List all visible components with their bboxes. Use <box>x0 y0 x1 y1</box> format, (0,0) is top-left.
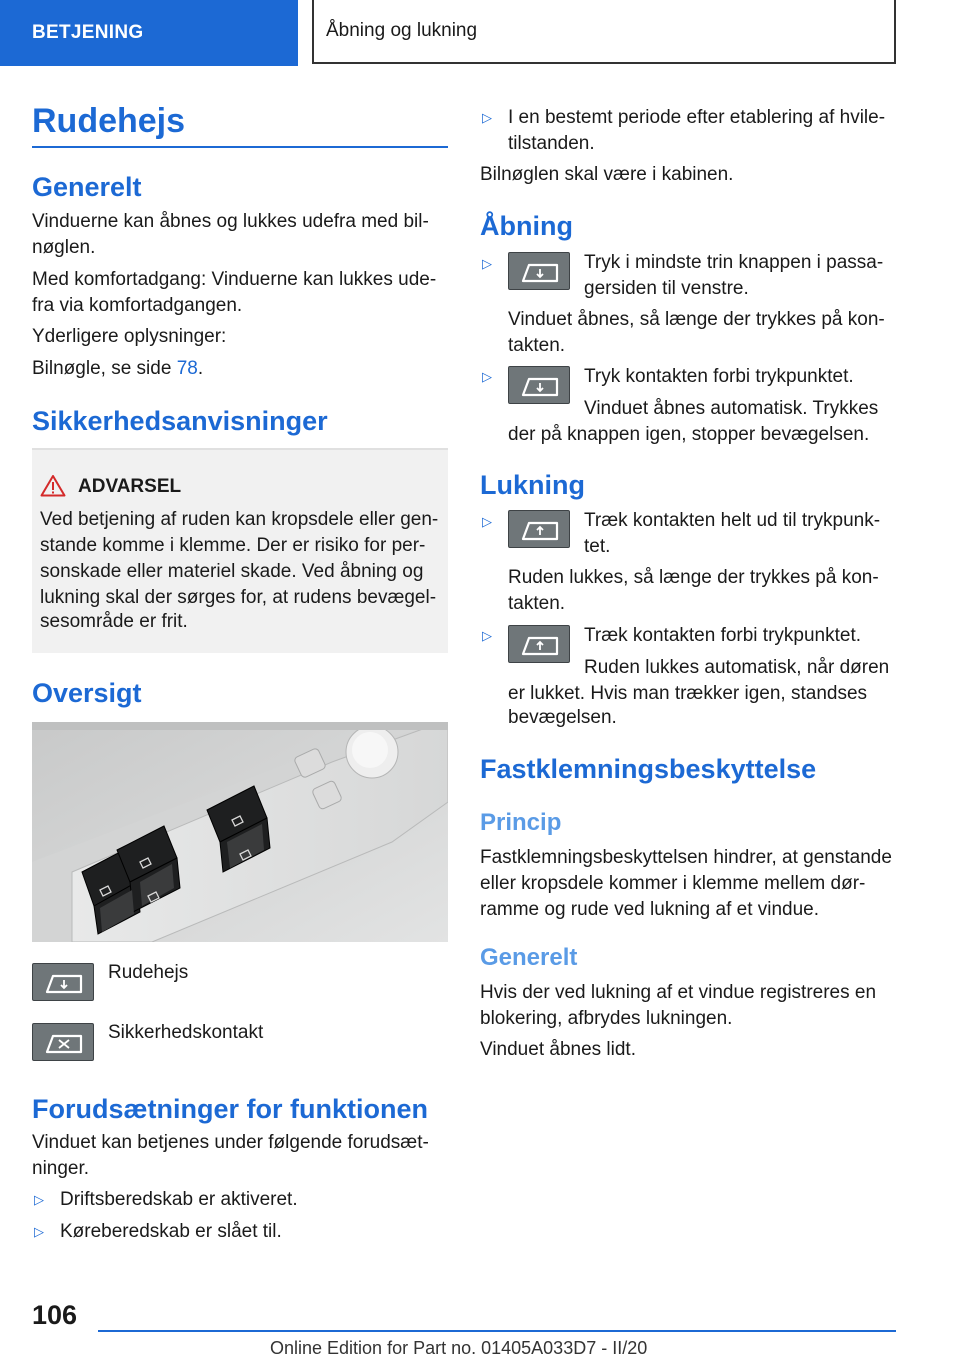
bullet-item: Køreberedskab er slået til. <box>60 1221 282 1242</box>
window-switch-icon <box>508 510 570 548</box>
aabning-s1-r2: takten. <box>508 335 566 356</box>
window-switch-icon <box>508 625 570 663</box>
aabning-s1-r1: Vinduet åbnes, så længe der trykkes på kon‐ <box>508 309 885 330</box>
warning-title: ADVARSEL <box>78 476 182 497</box>
page-ref-link[interactable]: 78 <box>176 358 198 379</box>
lukning-heading: Lukning <box>480 470 585 500</box>
fast-heading: Fastklemningsbeskyttelse <box>480 754 817 784</box>
legend-sikkerhedskontakt: Sikkerhedskontakt <box>108 1022 264 1043</box>
title-rule <box>32 146 448 148</box>
page-title: Rudehejs <box>32 102 186 140</box>
aabning-heading: Åbning <box>480 211 573 241</box>
generelt-p2-l2: fra via komfortadgangen. <box>32 295 243 316</box>
bullet-item: Driftsberedskab er aktiveret. <box>60 1189 298 1210</box>
aabning-s1-l1: Tryk i mindste trin knappen i passa‐ <box>584 252 884 273</box>
warning-l1: Ved betjening af ruden kan kropsdele eller gen‐ <box>40 509 439 530</box>
page-number: 106 <box>32 1300 78 1330</box>
triangle-bullet-icon: ▷ <box>482 110 492 125</box>
lukning-s2-r3: bevægelsen. <box>508 707 617 728</box>
forudsaetninger-l2: ninger. <box>32 1158 90 1179</box>
triangle-bullet-icon: ▷ <box>482 514 492 529</box>
lukning-s1-r2: takten. <box>508 593 566 614</box>
princip-heading: Princip <box>480 809 562 836</box>
fast-g3: Vinduet åbnes lidt. <box>480 1039 636 1060</box>
lukning-s1-l2: tet. <box>584 536 611 557</box>
aabning-s2-r1: Vinduet åbnes automatisk. Trykkes <box>584 398 879 419</box>
warning-l5: sesområde er frit. <box>40 611 188 632</box>
warning-l2: stande komme i klemme. Der er risiko for per‐ <box>40 535 426 556</box>
window-switch-photo <box>32 722 448 942</box>
window-switch-icon <box>508 252 570 290</box>
legend-rudehejs: Rudehejs <box>108 962 189 983</box>
triangle-bullet-icon: ▷ <box>482 628 492 643</box>
generelt-p3: Yderligere oplysninger: <box>32 326 227 347</box>
lukning-s1-r1: Ruden lukkes, så længe der trykkes på kon‐ <box>508 567 879 588</box>
generelt-p4 <box>32 356 203 382</box>
generelt-heading: Generelt <box>32 172 142 202</box>
warning-l3: sonskade eller materiel skade. Ved åbning og <box>40 561 424 582</box>
window-switch-icon <box>32 963 94 1001</box>
footer-rule <box>98 1330 896 1332</box>
fast-p3: ramme og rude ved lukning af et vindue. <box>480 899 820 920</box>
aabning-s1-l2: gersiden til venstre. <box>584 278 749 299</box>
generelt-p1-l2: nøglen. <box>32 237 96 258</box>
safety-switch-icon <box>32 1023 94 1061</box>
generelt-p4-text: Bilnøgle, se side <box>32 358 177 379</box>
generelt2-heading: Generelt <box>480 944 578 971</box>
forudsaetninger-heading: Forudsætninger for funktionen <box>32 1094 428 1124</box>
cont-l1: I en bestemt periode efter etablering af hvile‐ <box>508 107 886 128</box>
lukning-s2-l1: Træk kontakten forbi trykpunktet. <box>584 625 862 646</box>
sikkerhed-heading: Sikkerhedsanvisninger <box>32 406 328 436</box>
edition-text: Online Edition for Part no. 01405A033D7 - II/20 <box>270 1338 648 1358</box>
section-label: BETJENING <box>32 22 144 43</box>
fast-g2: blokering, afbrydes lukningen. <box>480 1008 733 1029</box>
triangle-bullet-icon: ▷ <box>482 369 492 384</box>
lukning-s2-r1: Ruden lukkes automatisk, når døren <box>584 657 890 678</box>
triangle-bullet-icon: ▷ <box>34 1192 44 1207</box>
oversigt-heading: Oversigt <box>32 678 142 708</box>
triangle-bullet-icon: ▷ <box>482 256 492 271</box>
generelt-p1-l1: Vinduerne kan åbnes og lukkes udefra med bil‐ <box>32 211 429 232</box>
window-switch-icon <box>508 366 570 404</box>
warning-l4: lukning skal der sørges for, at rudens bevægel‐ <box>40 587 437 608</box>
fast-p1: Fastklemningsbeskyttelsen hindrer, at genstande <box>480 847 892 868</box>
warning-triangle-icon <box>40 474 66 497</box>
triangle-bullet-icon: ▷ <box>34 1224 44 1239</box>
cont-l2: tilstanden. <box>508 133 595 154</box>
chapter-label: Åbning og lukning <box>326 20 478 41</box>
fast-g1: Hvis der ved lukning af et vindue registreres en <box>480 982 877 1003</box>
cont-p: Bilnøglen skal være i kabinen. <box>480 164 734 185</box>
generelt-p4-end: . <box>197 358 204 379</box>
lukning-s1-l1: Træk kontakten helt ud til trykpunk‐ <box>584 510 881 531</box>
generelt-p2-l1: Med komfortadgang: Vinduerne kan lukkes ude‐ <box>32 269 437 290</box>
forudsaetninger-l1: Vinduet kan betjenes under følgende forudsæt‐ <box>32 1132 429 1153</box>
aabning-s2-r2: der på knappen igen, stopper bevægelsen. <box>508 424 870 445</box>
fast-p2: eller kropsdele kommer i klemme mellem dør‐ <box>480 873 866 894</box>
aabning-s2-l1: Tryk kontakten forbi trykpunktet. <box>584 366 854 387</box>
section-tab <box>0 0 298 66</box>
lukning-s2-r2: er lukket. Hvis man trækker igen, standses <box>508 683 868 704</box>
chapter-title <box>312 0 896 64</box>
